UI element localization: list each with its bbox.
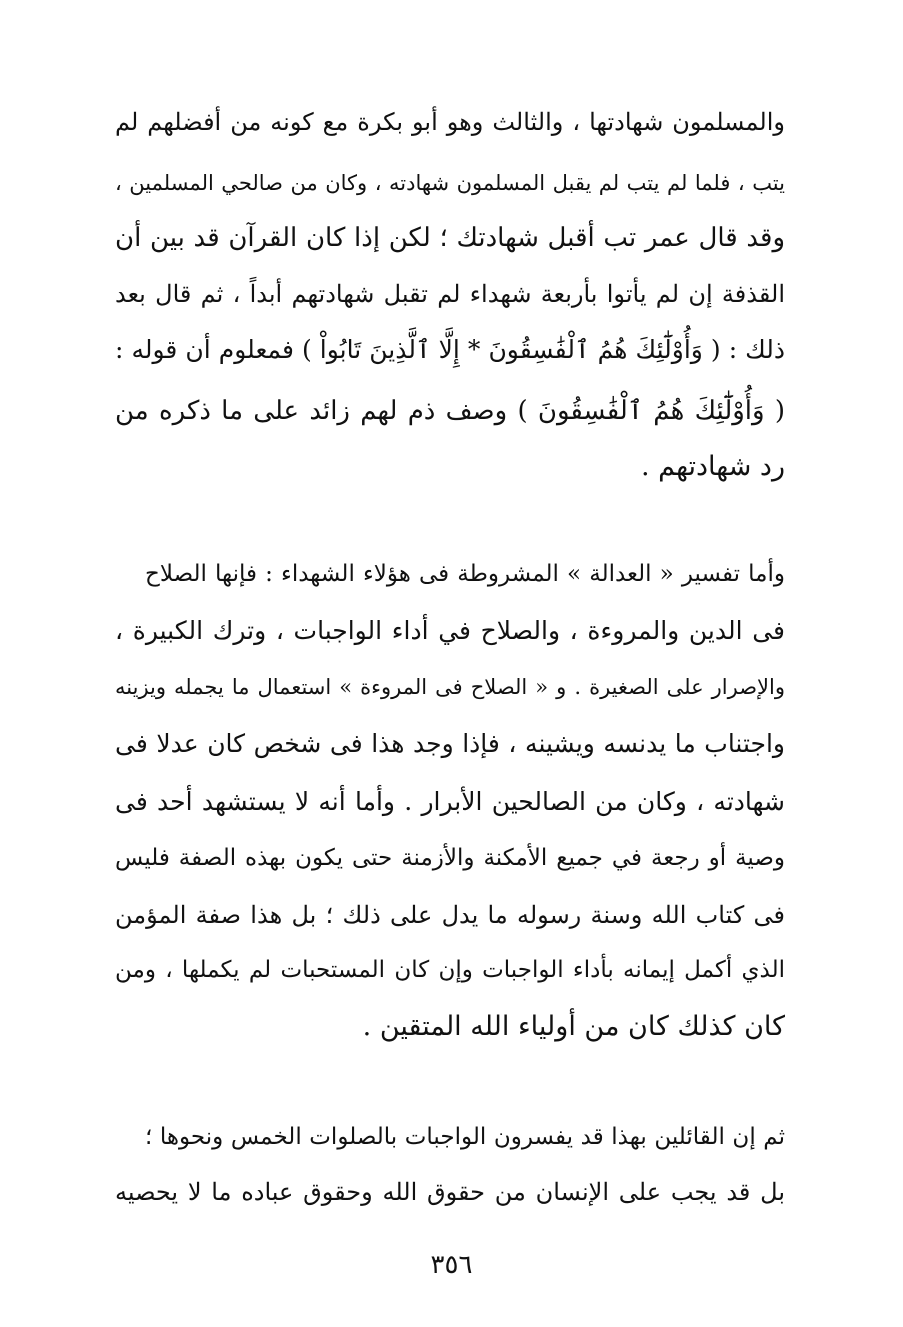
paragraph-2-line-9: كان كذلك كان من أولياء الله المتقين . — [362, 1011, 785, 1042]
paragraph-3-line-1: ثم إن القائلين بهذا قد يفسرون الواجبات بالصلوات الخمس ونحوها ؛ — [145, 1124, 785, 1150]
paragraph-1-line-6: ( وَأُوْلَٰٓئِكَ هُمُ ٱلْفَٰسِقُونَ ) وصف ذم لهم زائد على ما ذكره من — [115, 396, 785, 426]
paragraph-1-line-7: رد شهادتهم . — [640, 451, 785, 482]
paragraph-2-line-3: والإصرار على الصغيرة . و « الصلاح فى المروءة » استعمال ما يجمله ويزينه — [115, 675, 785, 699]
paragraph-2-line-4: واجتناب ما يدنسه ويشينه ، فإذا وجد هذا فى شخص كان عدلا فى — [115, 729, 785, 758]
paragraph-1-line-2: يتب ، فلما لم يتب لم يقبل المسلمون شهادته ، وكان من صالحي المسلمين ، — [115, 171, 785, 195]
paragraph-1-line-4: القذفة إن لم يأتوا بأربعة شهداء لم تقبل شهادتهم أبداً ، ثم قال بعد — [115, 280, 785, 308]
paragraph-1-line-3: وقد قال عمر تب أقبل شهادتك ؛ لكن إذا كان القرآن قد بين أن — [115, 223, 785, 253]
paragraph-2-line-8: الذي أكمل إيمانه بأداء الواجبات وإن كان المستحبات لم يكملها ، ومن — [115, 957, 785, 983]
paragraph-2-line-7: فى كتاب الله وسنة رسوله ما يدل على ذلك ؛ بل هذا صفة المؤمن — [115, 901, 785, 929]
paragraph-2-line-6: وصية أو رجعة في جميع الأمكنة والأزمنة حتى يكون بهذه الصفة فليس — [115, 845, 785, 871]
paragraph-1-line-1: والمسلمون شهادتها ، والثالث وهو أبو بكرة مع كونه من أفضلهم لم — [115, 108, 785, 136]
paragraph-1-line-5: ذلك : ( وَأُوْلَٰٓئِكَ هُمُ ٱلْفَٰسِقُونَ * إِلَّا ٱلَّذِينَ تَابُواْ ) فمعلوم أن قوله : — [115, 335, 785, 364]
paragraph-2-line-2: فى الدين والمروءة ، والصلاح في أداء الواجبات ، وترك الكبيرة ، — [115, 616, 785, 645]
paragraph-2-line-1: وأما تفسير « العدالة » المشروطة فى هؤلاء الشهداء : فإنها الصلاح — [145, 561, 785, 587]
page-number: ٣٥٦ — [430, 1250, 473, 1280]
paragraph-2-line-5: شهادته ، وكان من الصالحين الأبرار . وأما أنه لا يستشهد أحد فى — [115, 787, 785, 816]
paragraph-3-line-2: بل قد يجب على الإنسان من حقوق الله وحقوق عباده ما لا يحصيه — [115, 1178, 785, 1206]
